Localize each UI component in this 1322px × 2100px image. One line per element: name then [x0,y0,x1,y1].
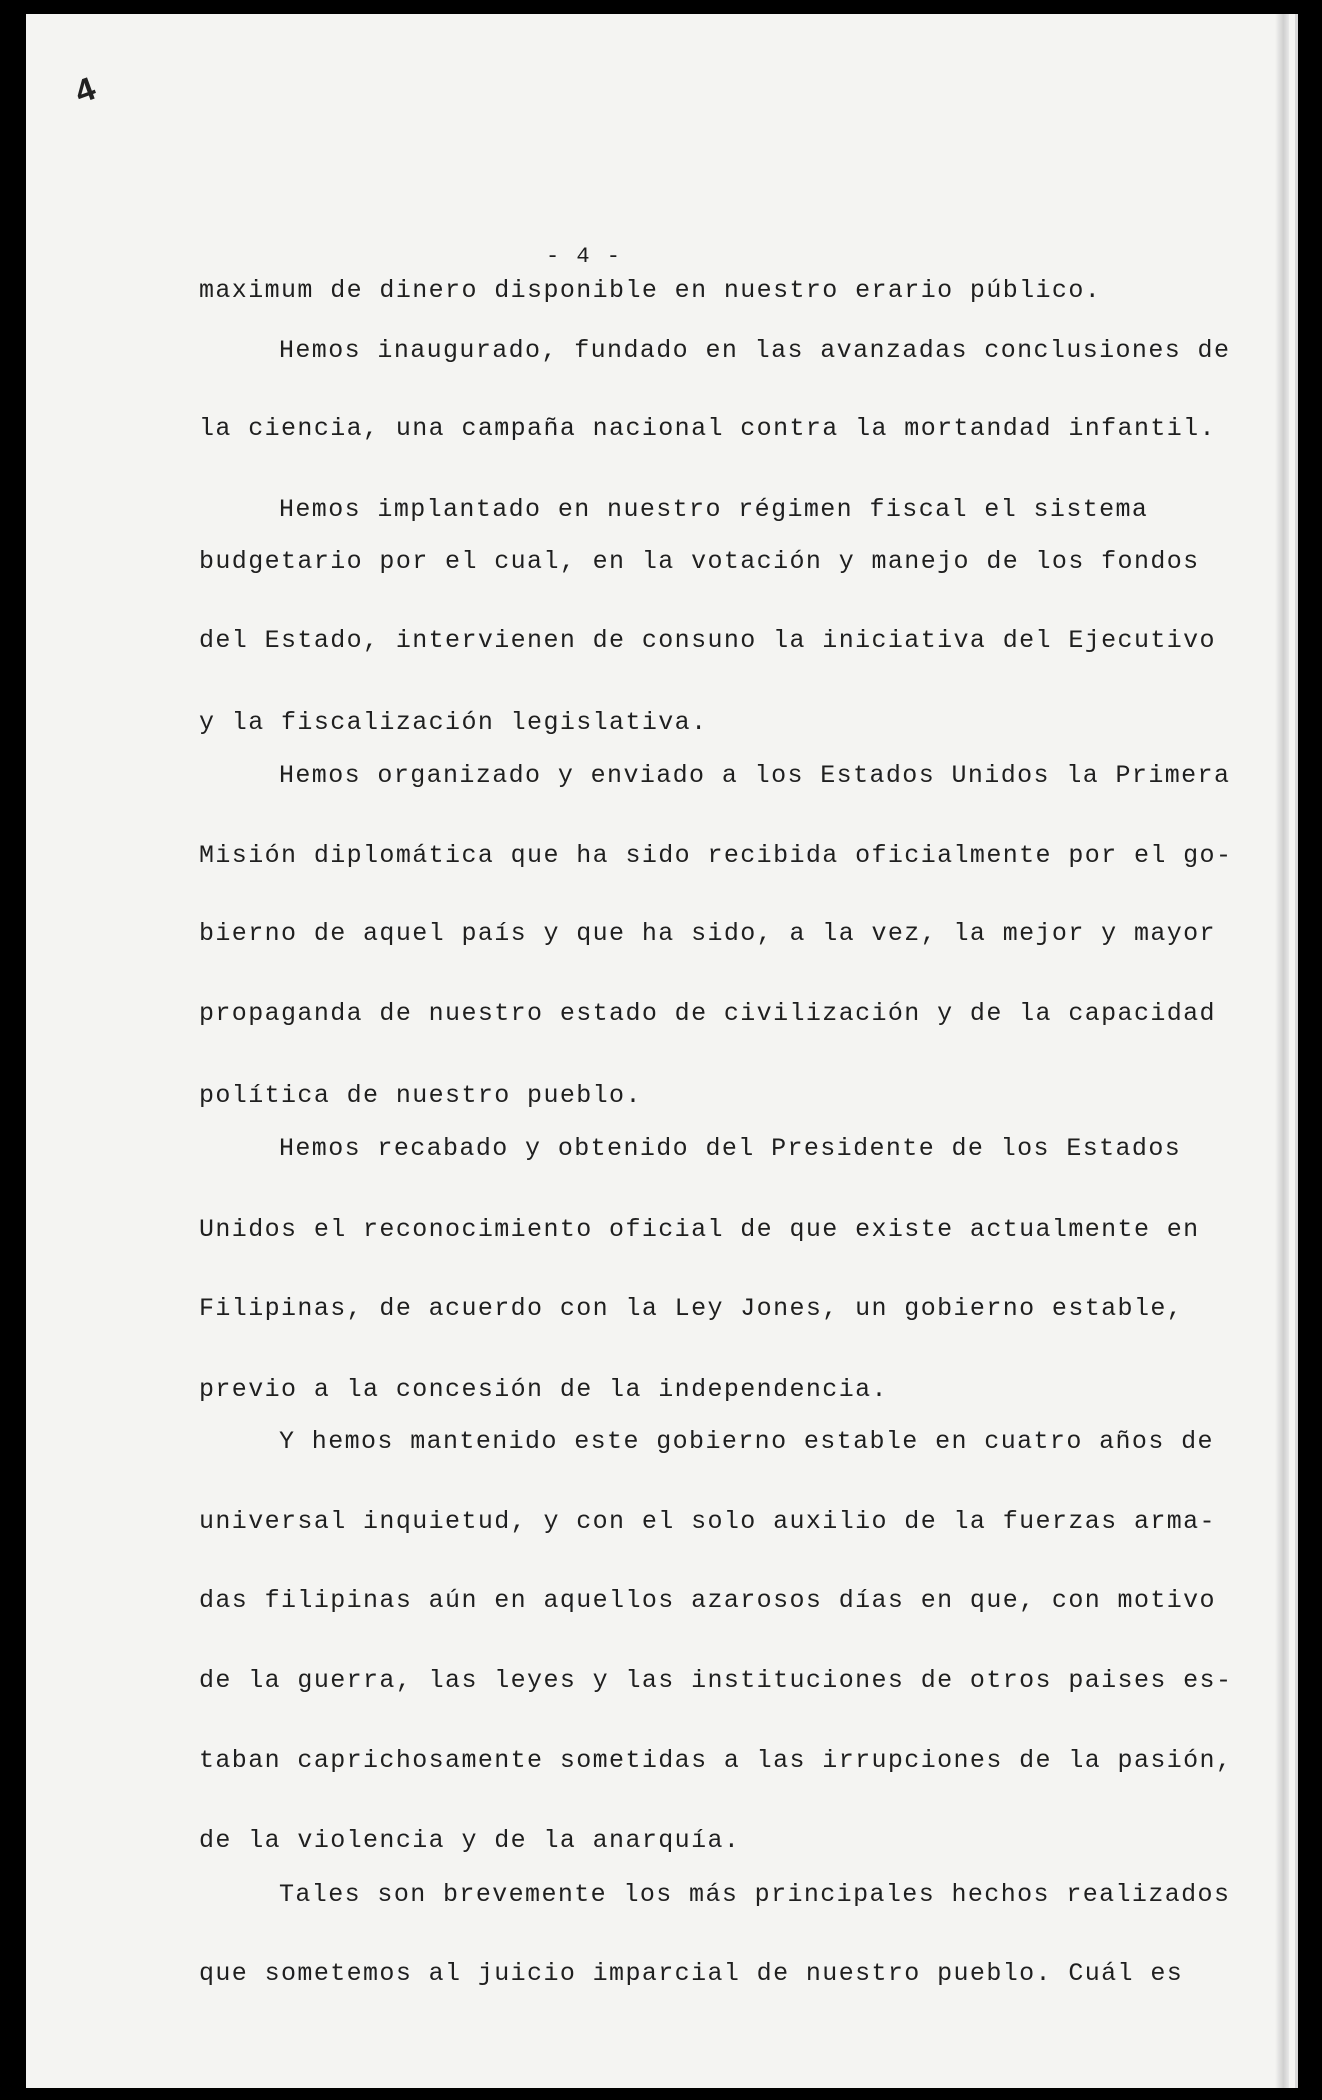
text-line: Hemos recabado y obtenido del Presidente de los Estados [279,1134,1182,1163]
document-page [26,14,1298,2088]
text-line: propaganda de nuestro estado de civilización y de la capacidad [199,999,1216,1028]
text-line: la ciencia, una campaña nacional contra la mortandad infantil. [199,414,1216,443]
text-line: Hemos organizado y enviado a los Estados Unidos la Primera [279,761,1231,790]
text-line: y la fiscalización legislativa. [199,708,708,737]
text-line: política de nuestro pueblo. [199,1081,642,1110]
text-line: de la violencia y de la anarquía. [199,1826,741,1855]
text-line: Unidos el reconocimiento oficial de que existe actualmente en [199,1215,1200,1244]
text-line: de la guerra, las leyes y las instituciones de otros paises es- [199,1666,1233,1695]
text-line: bierno de aquel país y que ha sido, a la vez, la mejor y mayor [199,919,1216,948]
text-line: que sometemos al juicio imparcial de nuestro pueblo. Cuál es [199,1959,1184,1988]
page-edge-shadow [1275,14,1289,2088]
text-line: Filipinas, de acuerdo con la Ley Jones, un gobierno estable, [199,1294,1184,1323]
text-line: taban caprichosamente sometidas a las irrupciones de la pasión, [199,1746,1233,1775]
text-line: Misión diplomática que ha sido recibida oficialmente por el go- [199,841,1233,870]
text-line: Y hemos mantenido este gobierno estable en cuatro años de [279,1427,1214,1456]
text-line: universal inquietud, y con el solo auxilio de la fuerzas arma- [199,1507,1216,1536]
text-line: Tales son brevemente los más principales hechos realizados [279,1880,1231,1909]
corner-ink-mark: 4 [70,71,103,115]
text-line: Hemos implantado en nuestro régimen fiscal el sistema [279,495,1149,524]
page-number: - 4 - [546,244,623,269]
text-line: maximum de dinero disponible en nuestro erario público. [199,276,1102,305]
text-line: budgetario por el cual, en la votación y manejo de los fondos [199,547,1200,576]
text-line: previo a la concesión de la independencia. [199,1375,888,1404]
text-line: das filipinas aún en aquellos azarosos días en que, con motivo [199,1586,1216,1615]
text-line: del Estado, intervienen de consuno la iniciativa del Ejecutivo [199,626,1216,655]
text-line: Hemos inaugurado, fundado en las avanzadas conclusiones de [279,336,1231,365]
